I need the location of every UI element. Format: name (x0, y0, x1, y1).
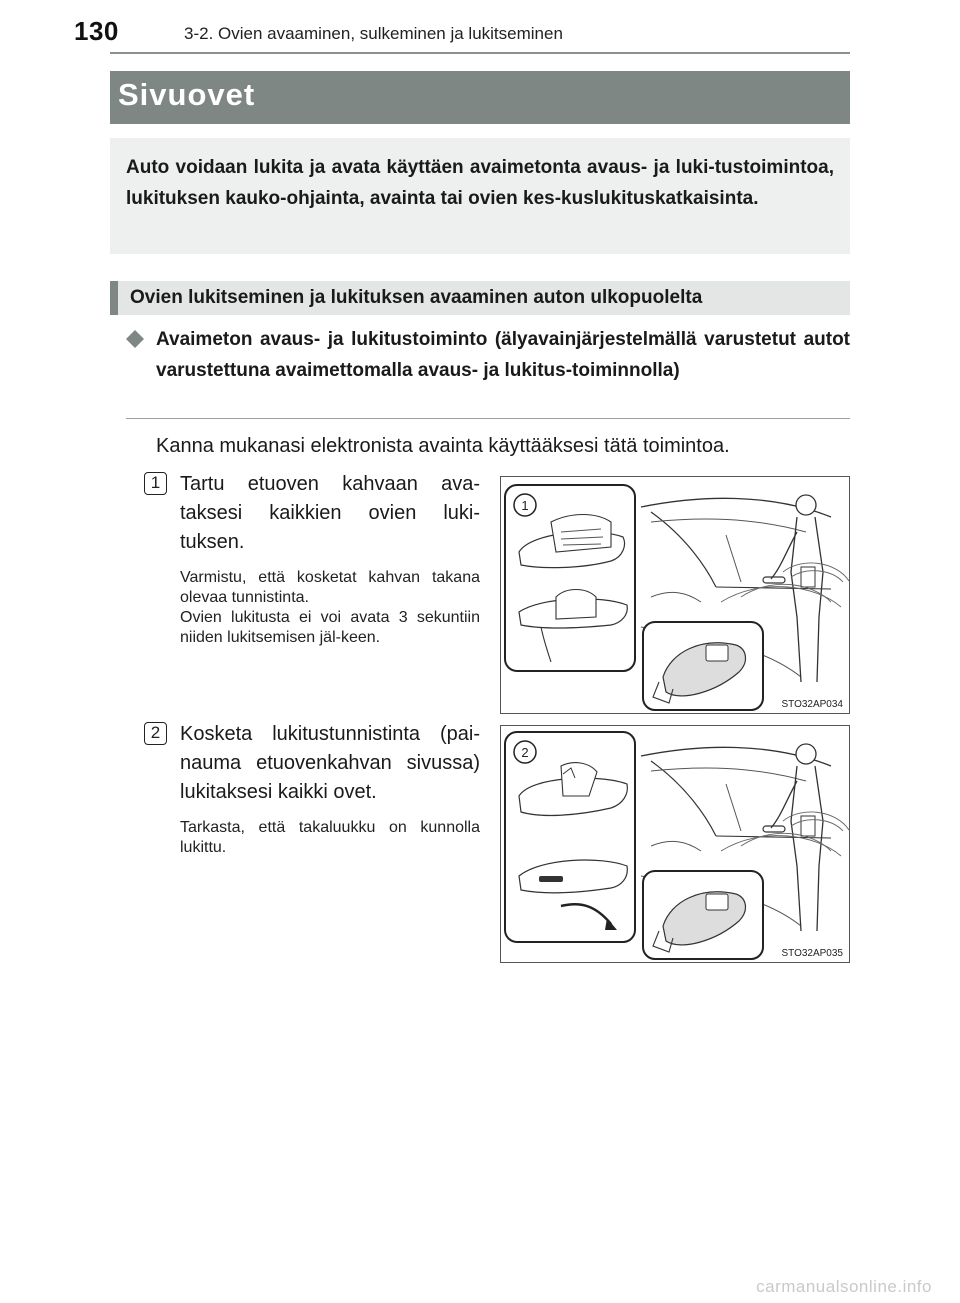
figure-code: STO32AP035 (781, 948, 843, 959)
page-number: 130 (74, 16, 119, 46)
step-number-badge: 2 (144, 722, 167, 745)
watermark: carmanualsonline.info (756, 1277, 932, 1296)
subsection-title: Ovien lukitseminen ja lukituksen avaaminen auton ulkopuolelta (130, 287, 703, 308)
figure-inset-label: 1 (521, 498, 529, 513)
figure-1-illustration (500, 476, 850, 714)
header-rule (110, 52, 850, 54)
step-instruction: Tartu etuoven kahvaan ava-taksesi kaikkien ovien luki-tuksen. (180, 473, 480, 553)
step-number-badge: 1 (144, 472, 167, 495)
feature-heading (126, 324, 850, 386)
section-title-bar (110, 71, 850, 124)
section-title: Sivuovet (118, 77, 256, 112)
door-handle-lock-illustration (501, 726, 850, 963)
figure-2-illustration (500, 725, 850, 963)
step-instruction: Kosketa lukitustunnistinta (pai-nauma etuovenkahvan sivussa) lukitaksesi kaikki ovet. (180, 723, 480, 803)
subsection-title-bar (110, 281, 850, 315)
figure-code: STO32AP034 (781, 699, 843, 710)
feature-rule (126, 418, 850, 419)
figure-inset-label: 2 (521, 745, 529, 760)
intro-box (110, 138, 850, 254)
feature-title: Avaimeton avaus- ja lukitustoiminto (älyavainjärjestelmällä varustetut autot varustettuna avaimettomalla avaus- ja lukitus-toiminnolla) (156, 329, 850, 381)
step-2 (144, 720, 480, 858)
intro-text: Auto voidaan lukita ja avata käyttäen avaimetonta avaus- ja luki-tustoimintoa, lukituksen kauko-ohjainta, avainta tai ovien kes-kuslukituskatkaisinta. (126, 157, 834, 209)
step-1 (144, 470, 480, 648)
door-handle-unlock-illustration (501, 477, 850, 714)
step-note: Varmistu, että kosketat kahvan takana olevaa tunnistinta. Ovien lukitusta ei voi avata 3 sekuntiin niiden lukitsemisen jäl-keen. (180, 569, 480, 646)
diamond-bullet-icon (126, 330, 144, 348)
running-head: 3-2. Ovien avaaminen, sulkeminen ja lukitseminen (184, 24, 563, 43)
feature-lead-text: Kanna mukanasi elektronista avainta käyttääksesi tätä toimintoa. (156, 435, 730, 457)
step-note: Tarkasta, että takaluukku on kunnolla lukittu. (180, 819, 480, 856)
